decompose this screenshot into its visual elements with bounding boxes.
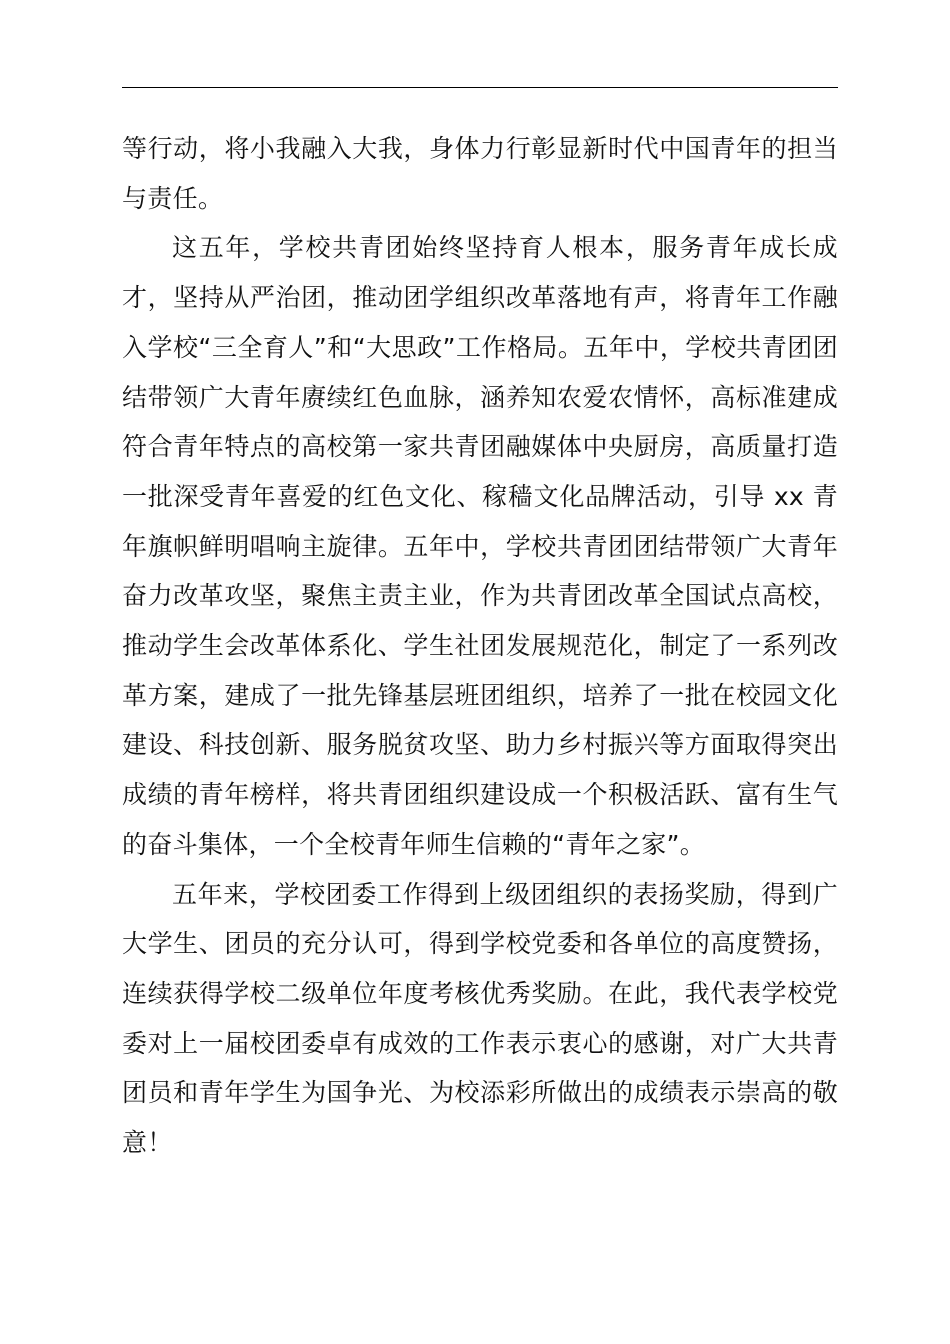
- paragraph-five-years-achievements: 这五年，学校共青团始终坚持育人根本，服务青年成长成才，坚持从严治团，推动团学组织改革落地有声，将青年工作融入学校“三全育人”和“大思政”工作格局。五年中，学校共青团团结带领广大青年赓续红色血脉，涵养知农爱农情怀，高标准建成符合青年特点的高校第一家共青团融媒体中央厨房，高质量打造一批深受青年喜爱的红色文化、稼穑文化品牌活动，引导 xx 青年旗帜鲜明唱响主旋律。五年中，学校共青团团结带领广大青年奋力改革攻坚，聚焦主责主业，作为共青团改革全国试点高校，推动学生会改革体系化、学生社团发展规范化，制定了一系列改革方案，建成了一批先锋基层班团组织，培养了一批在校园文化建设、科技创新、服务脱贫攻坚、助力乡村振兴等方面取得突出成绩的青年榜样，将共青团组织建设成一个积极活跃、富有生气的奋斗集体，一个全校青年师生信赖的“青年之家”。: [122, 233, 838, 859]
- paragraph-recognition-thanks: 五年来，学校团委工作得到上级团组织的表扬奖励，得到广大学生、团员的充分认可，得到学校党委和各单位的高度赞扬，连续获得学校二级单位年度考核优秀奖励。在此，我代表学校党委对上一届校团委卓有成效的工作表示衷心的感谢，对广大共青团员和青年学生为国争光、为校添彩所做出的成绩表示崇高的敬意！: [122, 879, 838, 1158]
- header-divider: [122, 87, 838, 88]
- document-body: [122, 124, 838, 1168]
- paragraph-continued: 等行动，将小我融入大我，身体力行彰显新时代中国青年的担当与责任。: [122, 134, 838, 213]
